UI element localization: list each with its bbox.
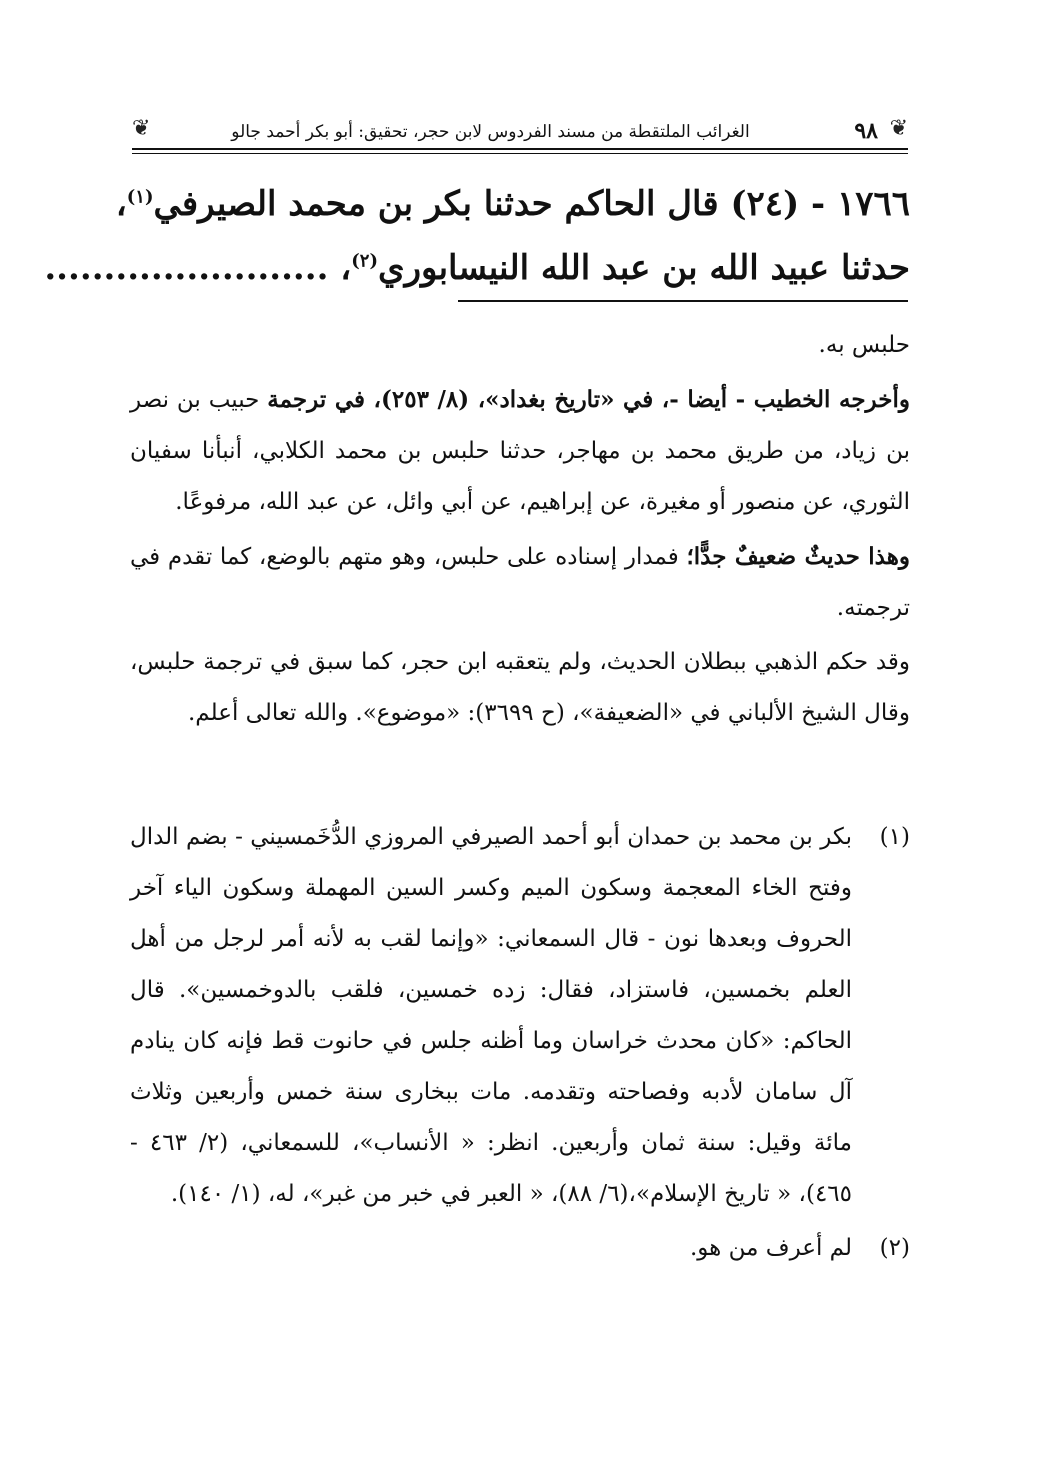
ornament-left-icon: ❦: [132, 116, 151, 141]
commentary-paragraph-2: [130, 374, 910, 528]
footnotes: [130, 812, 910, 1274]
commentary: [130, 320, 910, 739]
commentary-paragraph-4: وقد حكم الذهبي ببطلان الحديث، ولم يتعقبه ابن حجر، كما سبق في ترجمة حلبس، وقال الشيخ الألباني في «الضعيفة»، (ح ٣٦٩٩): «موضوع». والله تعالى أعلم.: [130, 649, 910, 726]
footnote-1-text: بكر بن محمد بن حمدان أبو أحمد الصيرفي المروزي الدُّخَمسيني - بضم الدال وفتح الخاء المعجمة وسكون الميم وكسر السين المهملة وسكون الياء آخر الحروف وبعدها نون - قال السمعاني: «وإنما لقب به لأنه أمر لرجل من أهل العلم بخمسين، فاستزاد، فقال: زده خمسين، فلقب بالدوخمسين». قال الحاكم: «كان محدث خراسان وما أظنه جلس في حانوت قط فإنه كان ينادم آل سامان لأدبه وفصاحته وتقدمه. مات ببخارى سنة خمس وأربعين وثلاث مائة وقيل: سنة ثمان وأربعين. انظر: « الأنساب»، للسمعاني، (٢/ ٤٦٣ - ٤٦٥)، « تاريخ الإسلام»،(٦/ ٨٨)، « العبر في خبر من غبر»، له، (١/ ١٤٠).: [130, 824, 852, 1207]
commentary-paragraph-3-lead: وهذا حديثٌ ضعيفٌ جدًّا؛: [686, 543, 910, 570]
hadith-line-1: [115, 172, 910, 236]
header-rule: [132, 148, 908, 150]
page-number: ٩٨: [854, 118, 878, 144]
hadith-line-2: [44, 236, 910, 300]
footnote-1: [130, 812, 910, 1220]
running-title: الغرائب الملتقطة من مسند الفردوس لابن حجر، تحقيق: أبو بكر أحمد جالو: [231, 122, 750, 142]
hadith-text: [44, 172, 910, 300]
footnote-2: [130, 1223, 910, 1274]
header-rule-thin: [132, 153, 908, 154]
footnote-ref-1[interactable]: (١): [126, 186, 154, 208]
footnote-2-number: (٢): [879, 1235, 910, 1261]
commentary-paragraph-2-body: حبيب بن نصر بن زياد، من طريق محمد بن مهاجر، حدثنا حلبس بن محمد الكلابي، أنبأنا سفيان الثوري، عن منصور أو مغيرة، عن إبراهيم، عن أبي وائل، عن عبد الله، مرفوعًا.: [130, 387, 910, 515]
commentary-paragraph-1: حلبس به.: [818, 332, 910, 358]
commentary-paragraph-3: [130, 531, 910, 634]
hadith-line-2-text: حدثنا عبيد الله بن عبد الله النيسابوري: [377, 248, 910, 288]
hadith-line-1-text: ١٧٦٦ - (٢٤) قال الحاكم حدثنا بكر بن محمد الصيرفي: [153, 184, 910, 224]
commentary-paragraph-3-body: فمدار إسناده على حلبس، وهو متهم بالوضع، كما تقدم في ترجمته.: [130, 544, 910, 621]
footnote-1-number: (١): [879, 824, 910, 850]
running-header: [132, 112, 908, 152]
hadith-line-2-end: ، ........................: [44, 248, 352, 288]
footnote-2-text: لم أعرف من هو.: [689, 1235, 852, 1261]
hadith-line-1-end: ،: [115, 184, 127, 224]
section-separator: [458, 300, 908, 302]
footnote-ref-2[interactable]: (٢): [351, 250, 378, 272]
ornament-right-icon: ❦: [889, 116, 908, 141]
commentary-paragraph-2-lead: وأخرجه الخطيب - أيضا -، في «تاريخ بغداد»، (٨/ ٢٥٣)، في ترجمة: [267, 386, 910, 413]
